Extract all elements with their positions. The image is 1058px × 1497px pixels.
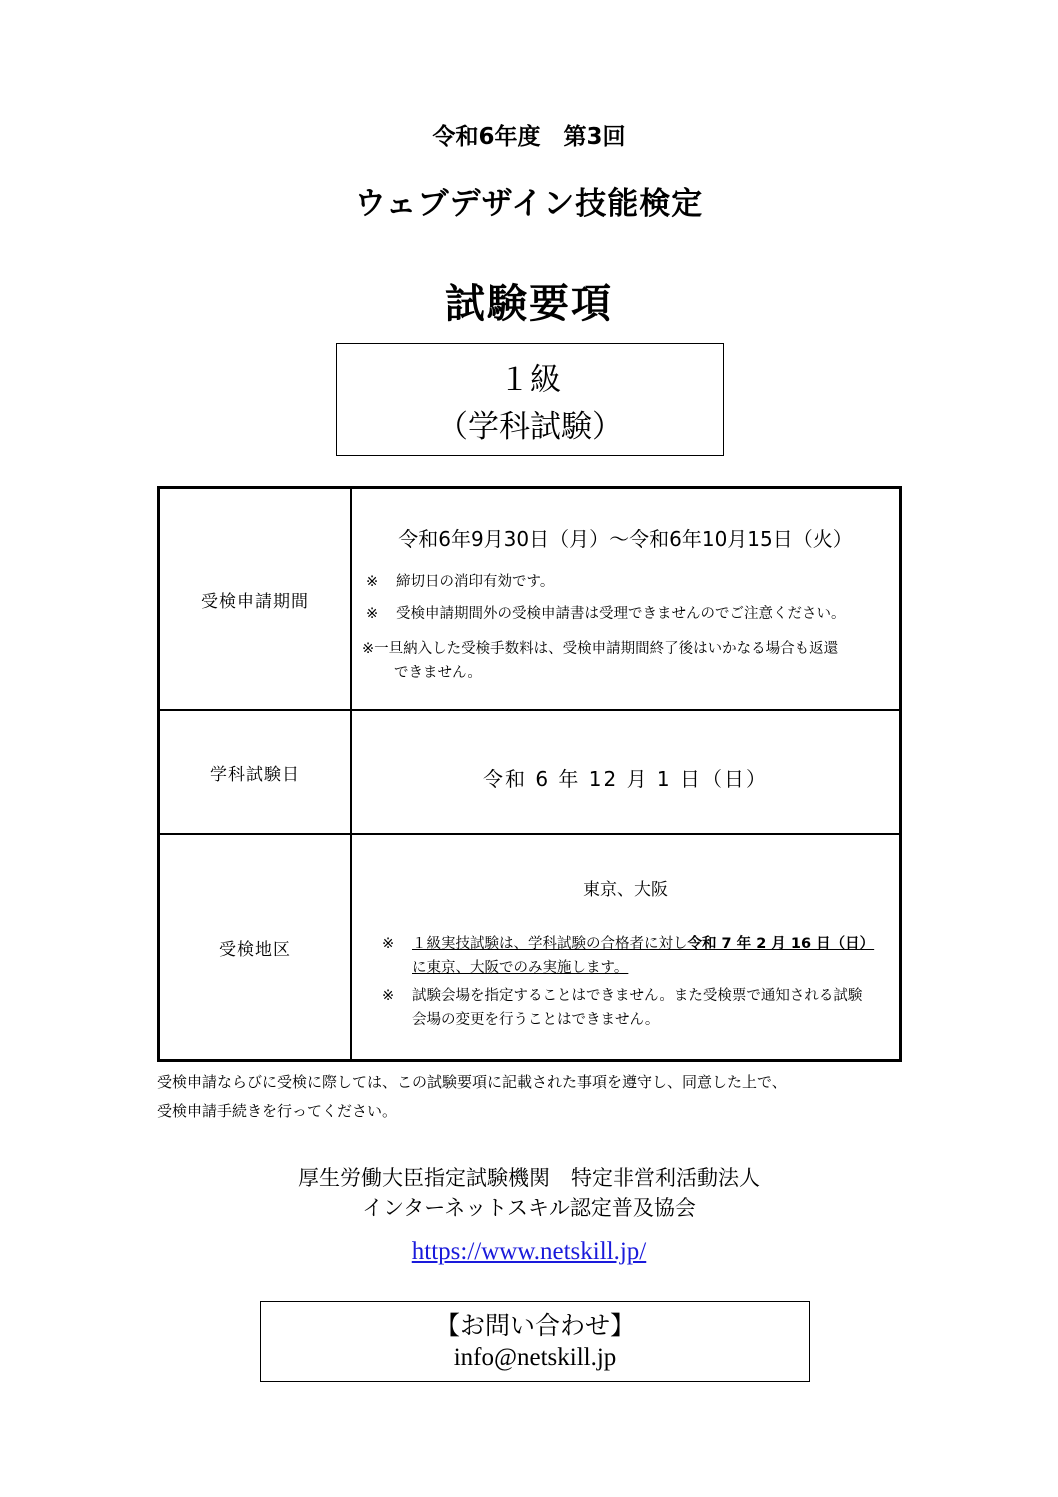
note-mark: ※ xyxy=(366,574,379,590)
contact-box xyxy=(260,1301,810,1382)
grade-box xyxy=(336,343,724,456)
exam-district-value: 東京、大阪 xyxy=(583,880,668,900)
note-text: 試験会場を指定することはできません。また受検票で通知される試験 xyxy=(412,988,863,1004)
consent-notice xyxy=(157,1068,917,1126)
exam-name: ウェブデザイン技能検定 xyxy=(354,186,704,222)
grade-level: １級 xyxy=(499,362,561,398)
consent-line-2: 受検申請手続きを行ってください。 xyxy=(157,1102,398,1120)
header-year-round: 令和6年度 第3回 xyxy=(432,124,626,150)
district-note-2 xyxy=(382,985,862,1008)
written-exam-date-value-cell xyxy=(352,711,899,833)
written-exam-date-label: 学科試験日 xyxy=(160,711,352,833)
application-note-3-cont: できません。 xyxy=(394,665,482,681)
application-note-2 xyxy=(366,603,846,626)
consent-line-1: 受検申請ならびに受検に際しては、この試験要項に記載された事項を遵守し、同意した上で、 xyxy=(157,1073,787,1091)
website-link[interactable]: https://www.netskill.jp/ xyxy=(411,1238,647,1265)
note-mark: ※ xyxy=(382,936,395,952)
application-period-label: 受検申請期間 xyxy=(160,489,352,709)
note-date-bold: 令和 7 年 2 月 16 日（日） xyxy=(687,936,875,952)
organization xyxy=(0,1163,1058,1223)
application-period-value: 令和6年9月30日（月）～令和6年10月15日（火） xyxy=(398,527,853,551)
note-mark: ※ xyxy=(362,641,375,657)
table-row-written-exam-date xyxy=(160,711,899,835)
exam-district-label: 受検地区 xyxy=(160,835,352,1059)
exam-district-value-cell xyxy=(352,835,899,1059)
district-note-1 xyxy=(382,933,874,956)
district-note-1-cont: に東京、大阪でのみ実施します。 xyxy=(412,960,629,976)
application-period-value-cell xyxy=(352,489,899,709)
document-title: 試験要項 xyxy=(445,281,613,327)
table-row-application-period xyxy=(160,489,899,711)
application-note-3 xyxy=(362,638,838,661)
note-text: 一旦納入した受検手数料は、受検申請期間終了後はいかなる場合も返還 xyxy=(374,641,839,657)
contact-email[interactable]: info@netskill.jp xyxy=(453,1344,617,1371)
note-text: １級実技試験は、学科試験の合格者に対し xyxy=(412,936,688,952)
organization-line-1: 厚生労働大臣指定試験機関 特定非営利活動法人 xyxy=(298,1166,760,1190)
table-row-exam-district xyxy=(160,835,899,1059)
written-exam-date-value: 令和 6 年 12 月 1 日（日） xyxy=(482,767,769,791)
grade-type: （学科試験） xyxy=(437,409,623,445)
note-text: 締切日の消印有効です。 xyxy=(396,574,555,590)
note-mark: ※ xyxy=(366,606,379,622)
exam-info-table xyxy=(157,486,902,1062)
contact-title: 【お問い合わせ】 xyxy=(434,1313,635,1340)
organization-line-2: インターネットスキル認定普及協会 xyxy=(362,1196,696,1220)
note-text: 受検申請期間外の受検申請書は受理できませんのでご注意ください。 xyxy=(396,606,846,622)
district-note-2-cont: 会場の変更を行うことはできません。 xyxy=(412,1012,660,1028)
application-note-1 xyxy=(366,571,554,594)
note-mark: ※ xyxy=(382,988,395,1004)
